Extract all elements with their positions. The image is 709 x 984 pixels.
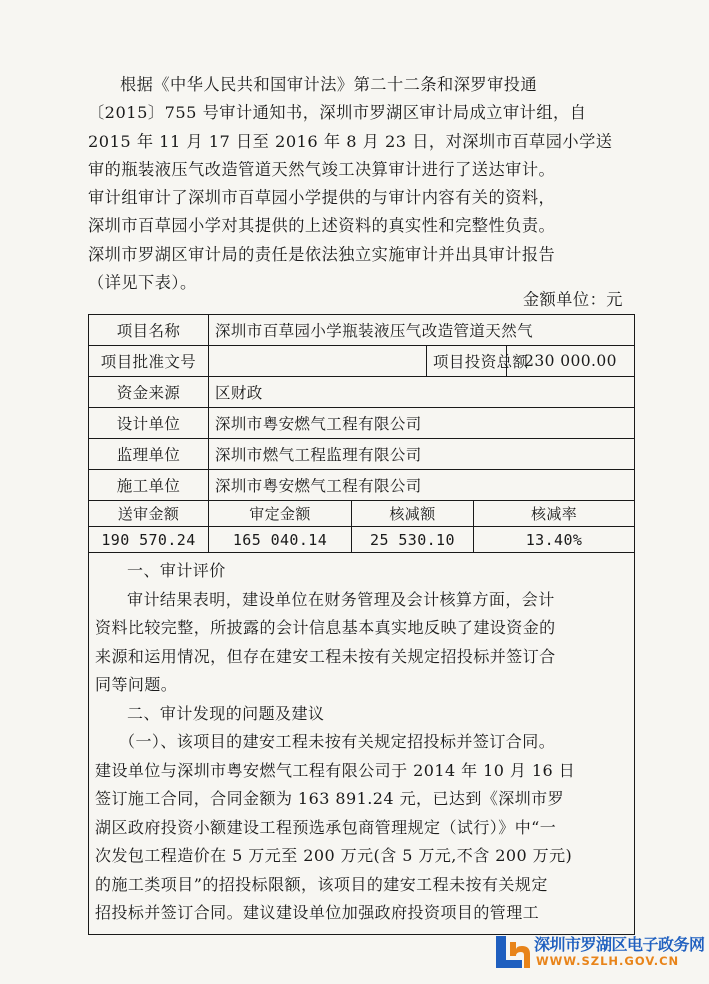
intro-line: 深圳市百草园小学对其提供的上述资料的真实性和完整性负责。 <box>88 216 556 236</box>
reduction-amount-header: 核减额 <box>352 501 474 527</box>
submitted-amount-value: 190 570.24 <box>89 527 209 553</box>
body-line: 来源和运用情况，但存在建安工程未按有关规定招投标并签订合 <box>95 646 556 666</box>
table-row <box>89 315 635 346</box>
approved-amount-value: 165 040.14 <box>209 527 352 553</box>
table-row <box>89 553 635 935</box>
table-row <box>89 346 635 377</box>
table-row <box>89 470 635 501</box>
project-name-value: 深圳市百草园小学瓶装液压气改造管道天然气 <box>209 315 635 346</box>
reduction-rate-header: 核减率 <box>474 501 635 527</box>
body-line: 湖区政府投资小额建设工程预选承包商管理规定（试行）》中“一 <box>95 817 557 837</box>
intro-line: 2015 年 11 月 17 日至 2016 年 8 月 23 日，对深圳市百草园小学送 <box>88 131 613 151</box>
intro-line: 根据《中华人民共和国审计法》第二十二条和深罗审投通 <box>120 75 538 94</box>
intro-line: 审的瓶装液压气改造管道天然气竣工决算审计进行了送达审计。 <box>88 159 556 179</box>
construction-unit-value: 深圳市粤安燃气工程有限公司 <box>209 470 635 501</box>
body-line: 招投标并签订合同。建议建设单位加强政府投资项目的管理工 <box>95 903 540 922</box>
table-row <box>89 377 635 408</box>
body-line: 签订施工合同，合同金额为 163 891.24 元，已达到《深圳市罗 <box>95 789 565 808</box>
fund-source-value: 区财政 <box>209 377 635 408</box>
design-unit-label: 设计单位 <box>89 408 209 439</box>
table-row <box>89 408 635 439</box>
intro-line: 深圳市罗湖区审计局的责任是依法独立实施审计并出具审计报告 <box>88 244 556 264</box>
approved-amount-header: 审定金额 <box>209 501 352 527</box>
reduction-amount-value: 25 530.10 <box>352 527 474 553</box>
audit-table <box>88 314 635 935</box>
total-investment-value: 230 000.00 <box>507 346 635 377</box>
watermark-logo <box>492 930 707 976</box>
project-name-label: 项目名称 <box>89 315 209 346</box>
amount-header-row <box>89 501 635 527</box>
amount-unit: 金额单位：元 <box>522 290 623 309</box>
intro-line: 审计组审计了深圳市百草园小学提供的与审计内容有关的资料， <box>88 188 556 208</box>
table-row <box>89 439 635 470</box>
construction-unit-label: 施工单位 <box>89 470 209 501</box>
watermark-url: WWW.SZLH.GOV.CN <box>536 954 680 968</box>
amount-value-row <box>89 527 635 553</box>
intro-paragraph <box>88 71 633 297</box>
intro-line: （详见下表）。 <box>88 273 197 293</box>
supervision-unit-label: 监理单位 <box>89 439 209 470</box>
body-line: 资料比较完整，所披露的会计信息基本真实地反映了建设资金的 <box>95 618 556 637</box>
section-heading: 二、审计发现的问题及建议 <box>127 703 325 723</box>
watermark-name: 深圳市罗湖区电子政务网 <box>534 935 705 954</box>
reduction-rate-value: 13.40% <box>474 527 635 553</box>
body-line: 同等问题。 <box>95 675 178 694</box>
intro-line: 〔2015〕755 号审计通知书，深圳市罗湖区审计局成立审计组，自 <box>88 103 587 123</box>
design-unit-value: 深圳市粤安燃气工程有限公司 <box>209 408 635 439</box>
supervision-unit-value: 深圳市燃气工程监理有限公司 <box>209 439 635 470</box>
submitted-amount-header: 送审金额 <box>89 501 209 527</box>
body-line: （一）、该项目的建安工程未按有关规定招投标并签订合同。 <box>119 732 556 751</box>
body-line: 次发包工程造价在 5 万元至 200 万元(含 5 万元,不含 200 万元) <box>95 846 573 865</box>
body-line: 的施工类项目”的招投标限额，该项目的建安工程未按有关规定 <box>95 874 548 894</box>
lh-logo-icon <box>492 932 532 972</box>
section-heading: 一、审计评价 <box>127 561 226 580</box>
total-investment-label: 项目投资总额 <box>427 346 507 377</box>
approval-doc-value <box>209 346 427 377</box>
body-line: 审计结果表明，建设单位在财务管理及会计核算方面，会计 <box>127 589 555 609</box>
fund-source-label: 资金来源 <box>89 377 209 408</box>
body-line: 建设单位与深圳市粤安燃气工程有限公司于 2014 年 10 月 16 日 <box>95 760 576 780</box>
approval-doc-label: 项目批准文号 <box>89 346 209 377</box>
audit-findings-cell <box>89 553 635 935</box>
